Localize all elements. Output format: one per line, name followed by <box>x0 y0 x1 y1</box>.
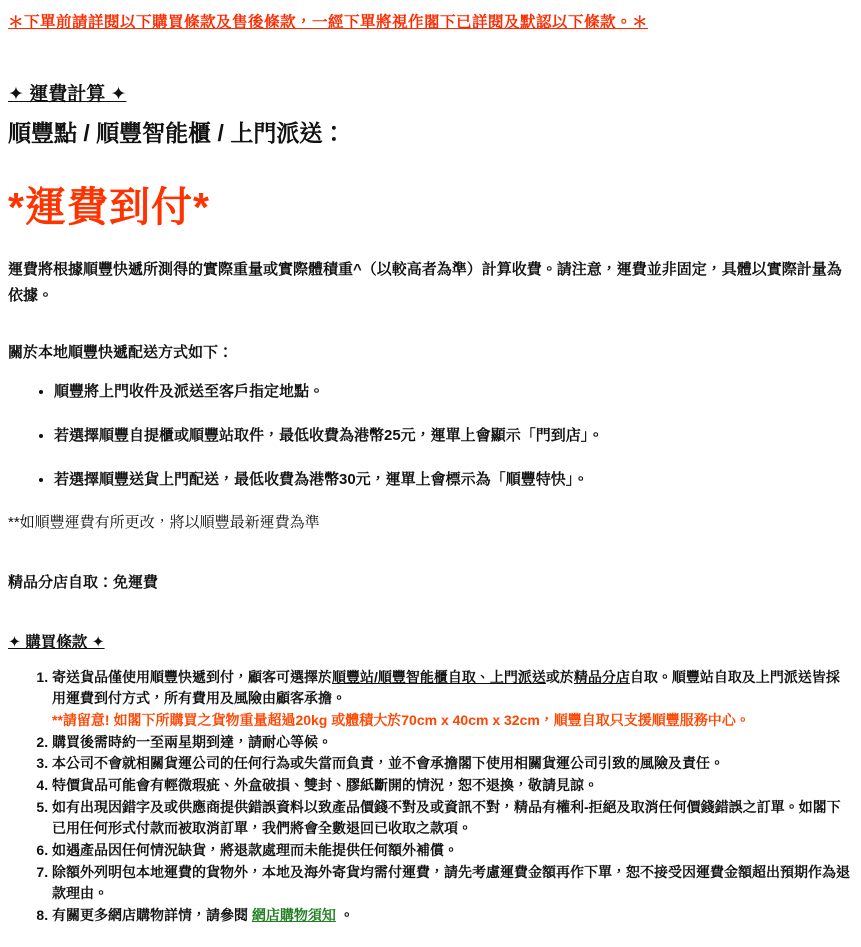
bullet-item-door-pickup: • 順豐將上門收件及派送至客戶指定地點。 <box>54 380 851 401</box>
terms-item-1-underline-boutique: 精品分店 <box>573 668 630 685</box>
online-store-guide-link[interactable]: 網店購物須知 <box>251 907 336 924</box>
bullet-item-home-delivery: • 若選擇順豐送貨上門配送，最低收費為港幣30元，運單上會標示為「順豐特快」。 <box>54 468 851 489</box>
terms-item-1-text: 或於 <box>545 668 574 685</box>
freight-collect-title: *運費到付* <box>8 184 210 230</box>
terms-item-1-text: 自取。順豐站自取及上門派送皆採用運費到付方式，所有費用及風險由顧客承擔。 <box>52 668 840 707</box>
bullet-item-locker-station: • 若選擇順豐自提櫃或順豐站取件，最低收費為港幣25元，運單上會顯示「門到店」。 <box>54 424 851 445</box>
terms-item-2: 2. 購買後需時約一至兩星期到達，請耐心等候。 <box>52 732 851 754</box>
shipping-intro-paragraph: 運費將根據順豐快遞所測得的實際重量或實際體積重^（以較高者為準）計算收費。請注意，運費並非固定，具體以實際計量為依據。 <box>8 261 842 305</box>
terms-item-1 <box>52 667 851 732</box>
shipping-change-note: **如順豐運費有所更改，將以順豐最新運費為準 <box>8 513 320 531</box>
local-delivery-title: 關於本地順豐快遞配送方式如下： <box>8 343 234 361</box>
terms-item-4: 4. 特價貨品可能會有輕微瑕疵、外盒破損、雙封、膠紙斷開的情況，恕不退換，敬請見諒。 <box>52 775 851 797</box>
purchase-terms-list <box>8 667 851 927</box>
terms-item-8-text: 。 <box>335 907 354 924</box>
store-pickup-note: 精品分店自取：免運費 <box>8 573 159 591</box>
oversize-warning: **請留意! 如閣下所購買之貨物重量超過20kg 或體積大於70cm x 40cm x 32cm，順豐自取只支援順豐服務中心。 <box>52 711 750 728</box>
delivery-bullet-list <box>8 380 851 489</box>
terms-item-1-text: 寄送貨品僅使用順豐快遞到付，顧客可選擇於 <box>52 668 332 685</box>
purchase-terms-heading: ✦ 購買條款 ✦ <box>8 633 105 651</box>
delivery-methods-subheading: 順豐點 / 順豐智能櫃 / 上門派送： <box>8 120 346 146</box>
terms-item-3: 3. 本公司不會就相關貨運公司的任何行為或失當而負責，並不會承擔閣下使用相關貨運公司引致的風險及責任。 <box>52 753 851 775</box>
terms-item-8 <box>52 905 851 927</box>
terms-item-1-underline-pickup-options: 順豐站/順豐智能櫃自取、上門派送 <box>332 668 546 685</box>
terms-item-8-text: 有關更多網店購物詳情，請參閱 <box>52 907 252 924</box>
terms-item-5: 5. 如有出現因錯字及或供應商提供錯誤資料以致產品價錢不對及或資訊不對，精品有權利-拒絕及取消任何價錢錯誤之訂單。如閣下已用任何形式付款而被取消訂單，我們將會全數退回已收取之款項。 <box>52 797 851 840</box>
pre-order-notice: ＊下單前請詳閱以下購買條款及售後條款，一經下單將視作閣下已詳閱及默認以下條款。＊ <box>8 14 649 31</box>
terms-item-6: 6. 如遇產品因任何情況缺貨，將退款處理而未能提供任何額外補償。 <box>52 840 851 862</box>
shipping-calc-heading: ✦ 運費計算 ✦ <box>8 84 127 105</box>
terms-item-7: 7. 除額外列明包本地運費的貨物外，本地及海外寄貨均需付運費，請先考慮運費金額再作下單，恕不接受因運費金額超出預期作為退款理由。 <box>52 862 851 905</box>
